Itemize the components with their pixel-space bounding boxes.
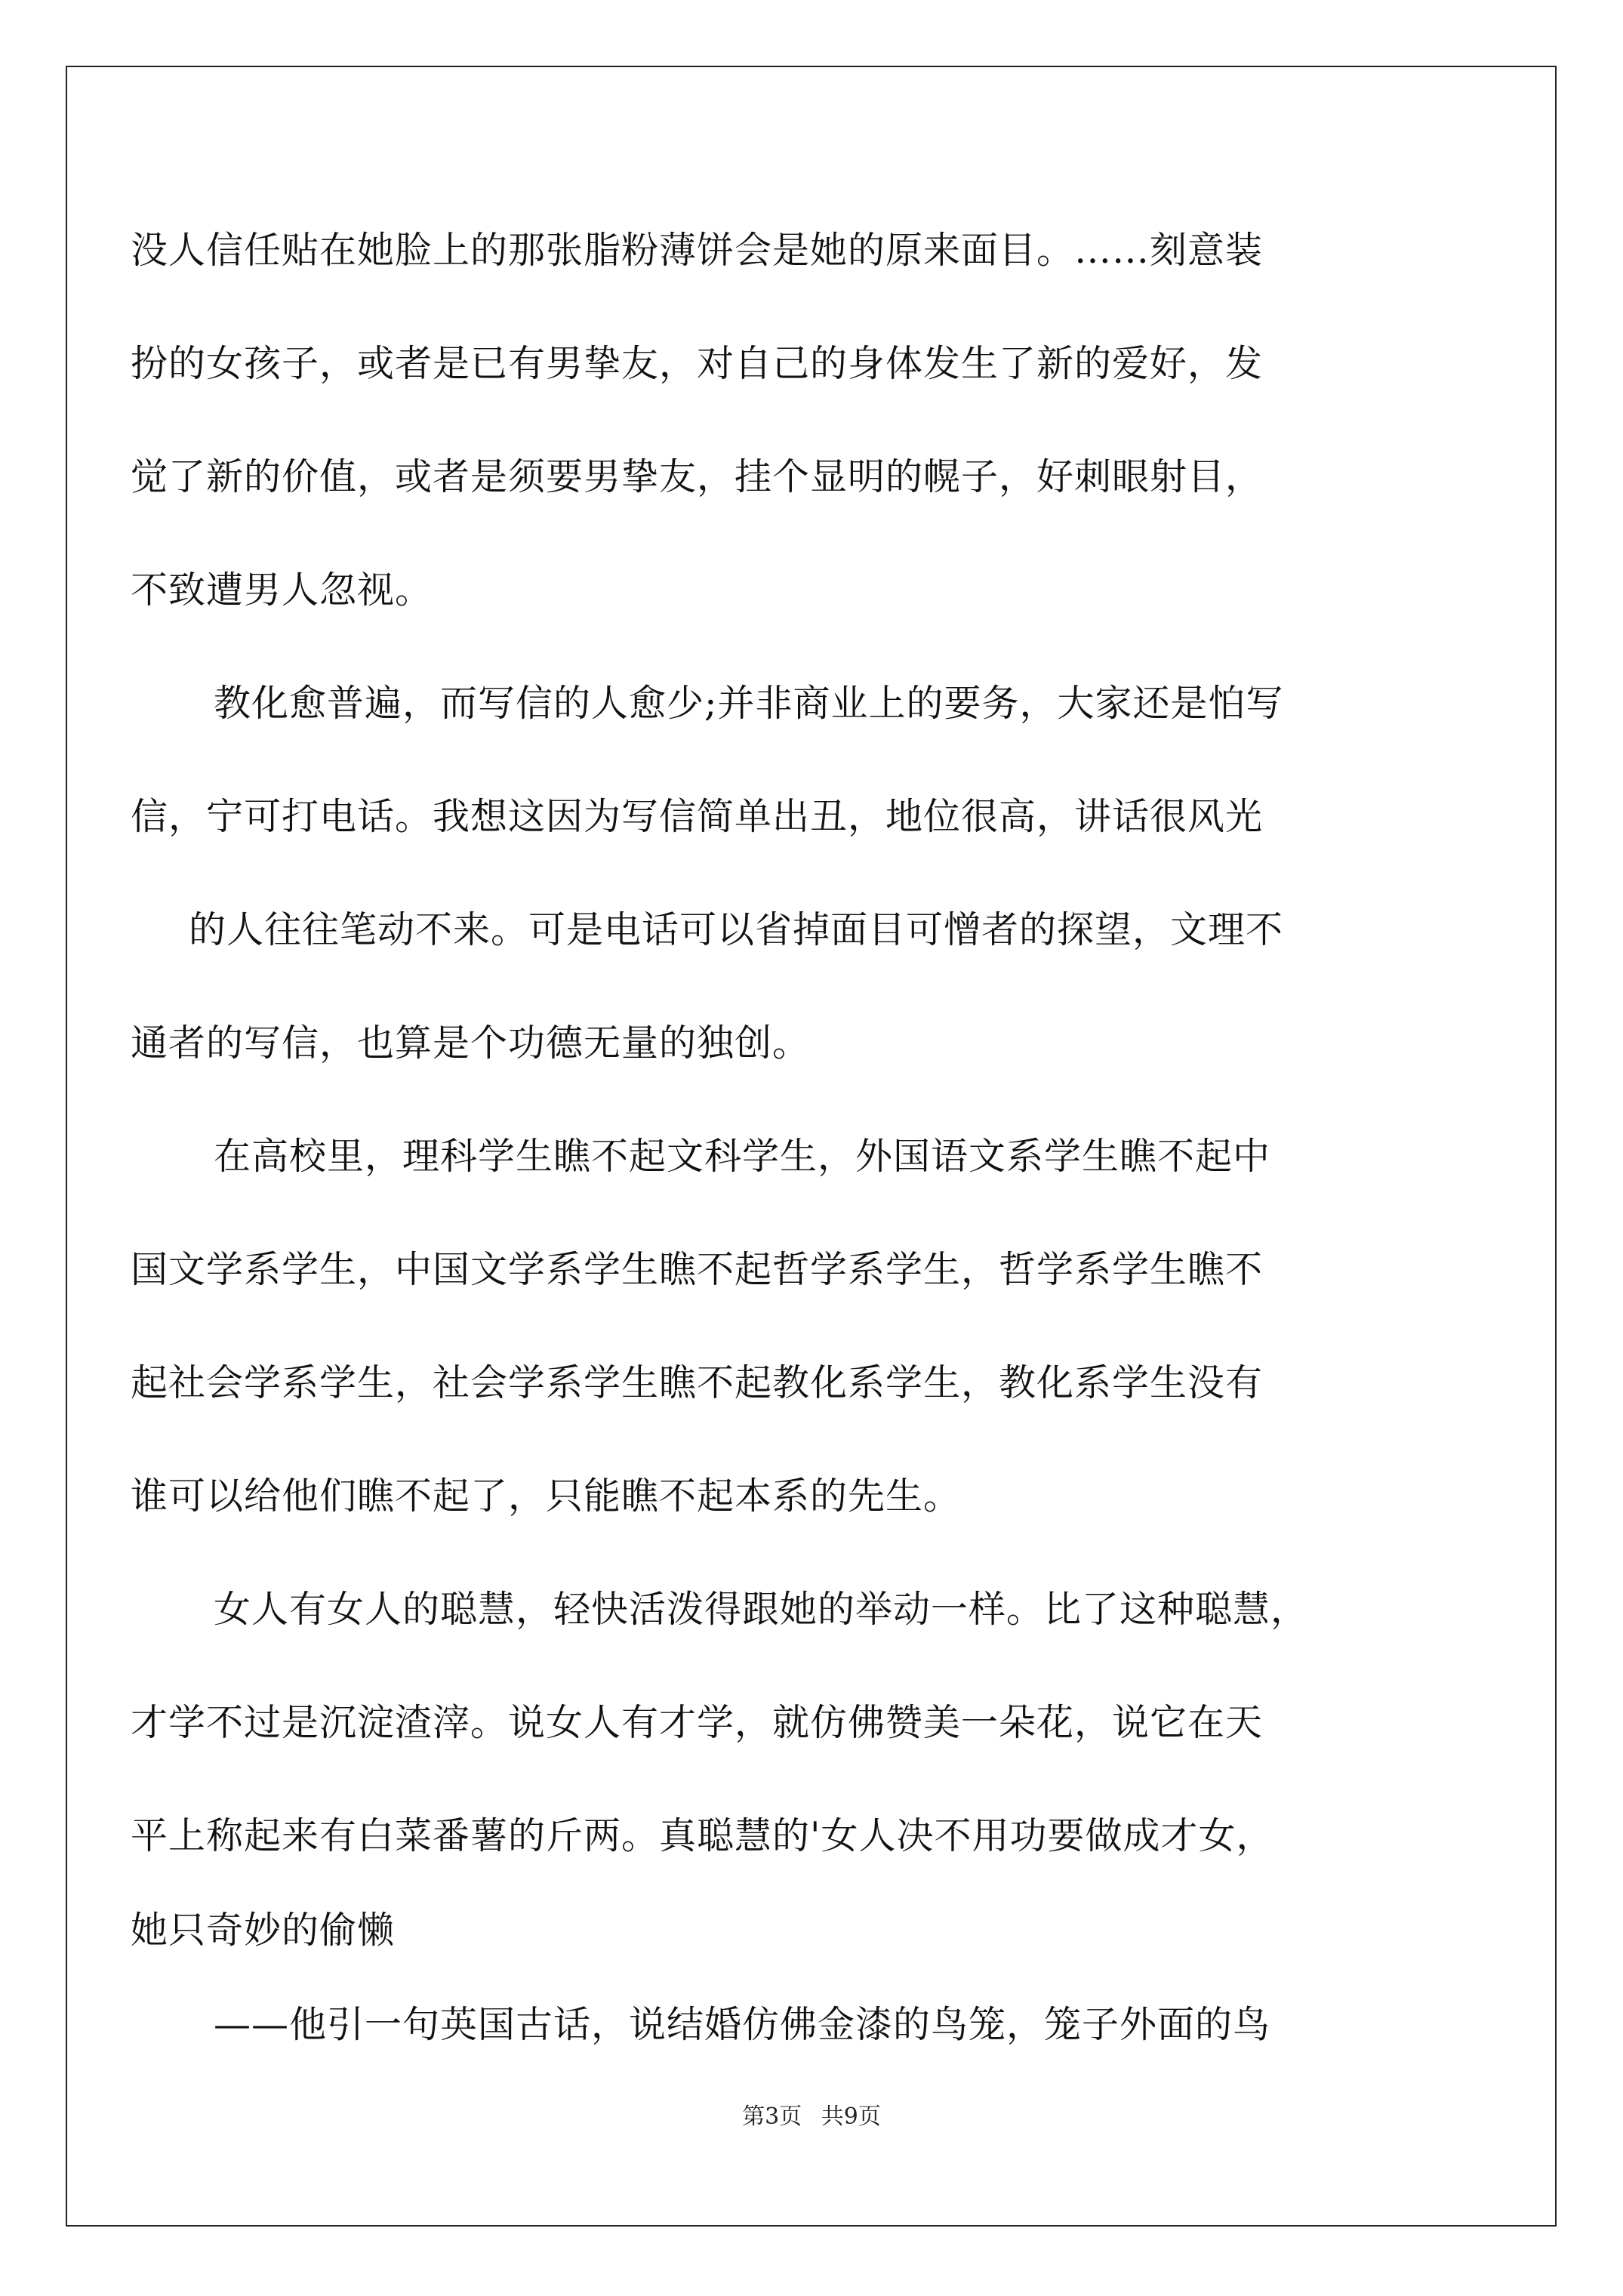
page-total: 共9页 xyxy=(821,2103,881,2130)
text-line: 觉了新的价值，或者是须要男挚友，挂个显明的幌子，好刺眼射目， xyxy=(131,455,1264,498)
paragraph-start-line: 教化愈普遍，而写信的人愈少;并非商业上的要务，大家还是怕写 xyxy=(214,682,1284,725)
paragraph-start-line: ——他引一句英国古话，说结婚仿佛金漆的鸟笼，笼子外面的鸟 xyxy=(214,2003,1271,2046)
text-line: 才学不过是沉淀渣滓。说女人有才学，就仿佛赞美一朵花，说它在天 xyxy=(131,1701,1264,1744)
page-footer xyxy=(0,2102,1623,2132)
text-line: 国文学系学生，中国文学系学生瞧不起哲学系学生，哲学系学生瞧不 xyxy=(131,1248,1264,1291)
text-line: 她只奇妙的偷懒 xyxy=(131,1909,396,1952)
text-line: 的人往往笔动不来。可是电话可以省掉面目可憎者的探望，文理不 xyxy=(189,908,1284,951)
text-line: 信，宁可打电话。我想这因为写信简单出丑，地位很高，讲话很风光 xyxy=(131,795,1264,838)
text-line: 没人信任贴在她脸上的那张脂粉薄饼会是她的原来面目。……刻意装 xyxy=(131,229,1264,272)
paragraph-start-line: 女人有女人的聪慧，轻快活泼得跟她的举动一样。比了这种聪慧， xyxy=(214,1588,1309,1631)
text-line: 起社会学系学生，社会学系学生瞧不起教化系学生，教化系学生没有 xyxy=(131,1361,1264,1404)
text-line: 不致遭男人忽视。 xyxy=(131,569,433,612)
text-line: 谁可以给他们瞧不起了，只能瞧不起本系的先生。 xyxy=(131,1475,962,1518)
text-line: 通者的写信，也算是个功德无量的独创。 xyxy=(131,1022,811,1065)
text-line: 扮的女孩子，或者是已有男挚友，对自己的身体发生了新的爱好，发 xyxy=(131,342,1264,385)
text-line: 平上称起来有白菜番薯的斤两。真聪慧的'女人决不用功要做成才女， xyxy=(131,1814,1274,1857)
paragraph-start-line: 在高校里，理科学生瞧不起文科学生，外国语文系学生瞧不起中 xyxy=(214,1135,1271,1178)
page-number: 第3页 xyxy=(742,2103,802,2130)
